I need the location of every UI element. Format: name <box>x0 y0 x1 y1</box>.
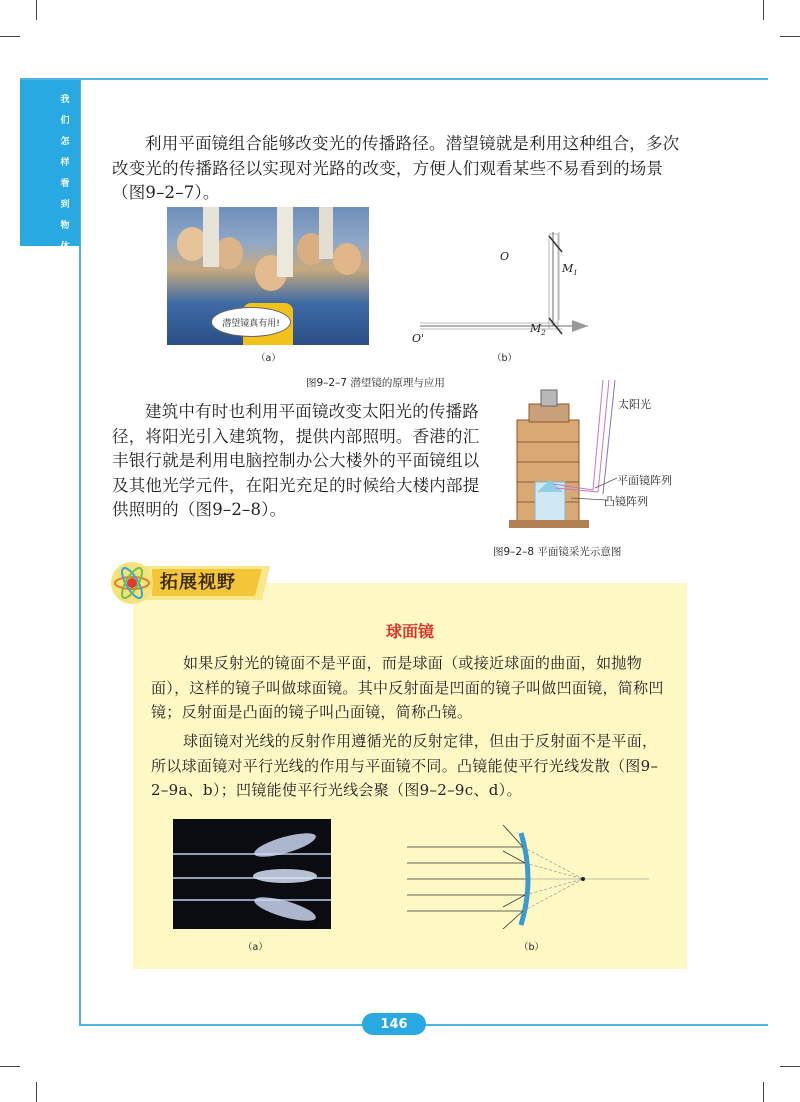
crop-mark <box>780 36 800 37</box>
crop-mark <box>763 0 764 20</box>
crop-mark <box>780 1066 800 1067</box>
crop-mark <box>36 0 37 20</box>
chapter-char: 怎 <box>60 137 70 147</box>
extension-heading: 球面镜 <box>385 622 434 641</box>
label-sunlight: 太阳光 <box>618 398 651 411</box>
extension-paragraph-2: 球面镜对光线的反射作用遵循光的反射定律，但由于反射面不是平面，所以球面镜对平行光线的作用与平面镜不同。凸镜能使平行光线发散（图9–2–9a、b）；凹镜能使平行光线会聚（图9–2–9c、d）。 <box>151 732 659 799</box>
label-O-prime: O' <box>412 332 425 345</box>
chapter-char: 们 <box>60 116 70 126</box>
convex-mirror-diagram <box>403 819 653 929</box>
chapter-side-tab <box>20 80 80 252</box>
speech-bubble-text: 潜望镜真有用! <box>222 318 280 329</box>
chapter-char: 我 <box>60 95 70 105</box>
crop-mark <box>0 36 20 37</box>
chapter-char: 样 <box>60 158 70 168</box>
periscope-crowd-photo <box>167 207 369 345</box>
extension-badge-text: 拓展视野 <box>160 572 236 593</box>
caption-b: （b） <box>492 353 518 364</box>
figure-caption-9-2-8: 图9–2–8 平面镜采光示意图 <box>493 546 622 558</box>
paragraph-building: 建筑中有时也利用平面镜改变太阳光的传播路径，将阳光引入建筑物，提供内部照明。香港的汇丰银行就是利用电脑控制办公大楼外的平面镜组以及其他光学元件，在阳光充足的时候给大楼内部提供照明的（图9–2–8）。 <box>112 402 480 519</box>
chapter-title-vertical <box>55 90 75 258</box>
label-M2: $M_2$ <box>530 322 546 338</box>
chapter-char: 物 <box>60 221 70 231</box>
top-rule <box>20 78 768 80</box>
page-number: 146 <box>362 1013 426 1035</box>
extension-box <box>133 583 687 969</box>
speech-bubble <box>211 307 291 337</box>
extension-paragraph-1: 如果反射光的镜面不是平面，而是球面（或接近球面的曲面，如抛物面），这样的镜子叫做球面镜。其中反射面是凹面的镜子叫做凹面镜，简称凹镜；反射面是凸面的镜子叫凸面镜，简称凸镜。 <box>151 654 664 721</box>
crop-mark <box>763 1082 764 1102</box>
crop-mark <box>0 1066 20 1067</box>
caption-a: （a） <box>256 353 281 364</box>
chapter-char: 体 <box>60 242 70 252</box>
label-convex-array: 凸镜阵列 <box>604 495 648 508</box>
label-O: O <box>500 250 510 263</box>
extension-caption-a: （a） <box>243 942 268 953</box>
chapter-char: 看 <box>60 179 70 189</box>
label-mirror-array: 平面镜阵列 <box>617 474 672 487</box>
periscope-diagram <box>412 222 592 352</box>
label-M1: $M_1$ <box>562 262 578 278</box>
paragraph-periscope: 利用平面镜组合能够改变光的传播路径。潜望镜就是利用这种组合，多次改变光的传播路径以实现对光路的改变，方便人们观看某些不易看到的场景（图9–2–7）。 <box>112 134 680 202</box>
crop-mark <box>36 1082 37 1102</box>
figure-caption-9-2-7: 图9–2–7 潜望镜的原理与应用 <box>306 377 445 389</box>
convex-mirror-photo <box>173 819 331 929</box>
extension-caption-b: （b） <box>519 942 545 953</box>
chapter-char: 到 <box>60 200 70 210</box>
